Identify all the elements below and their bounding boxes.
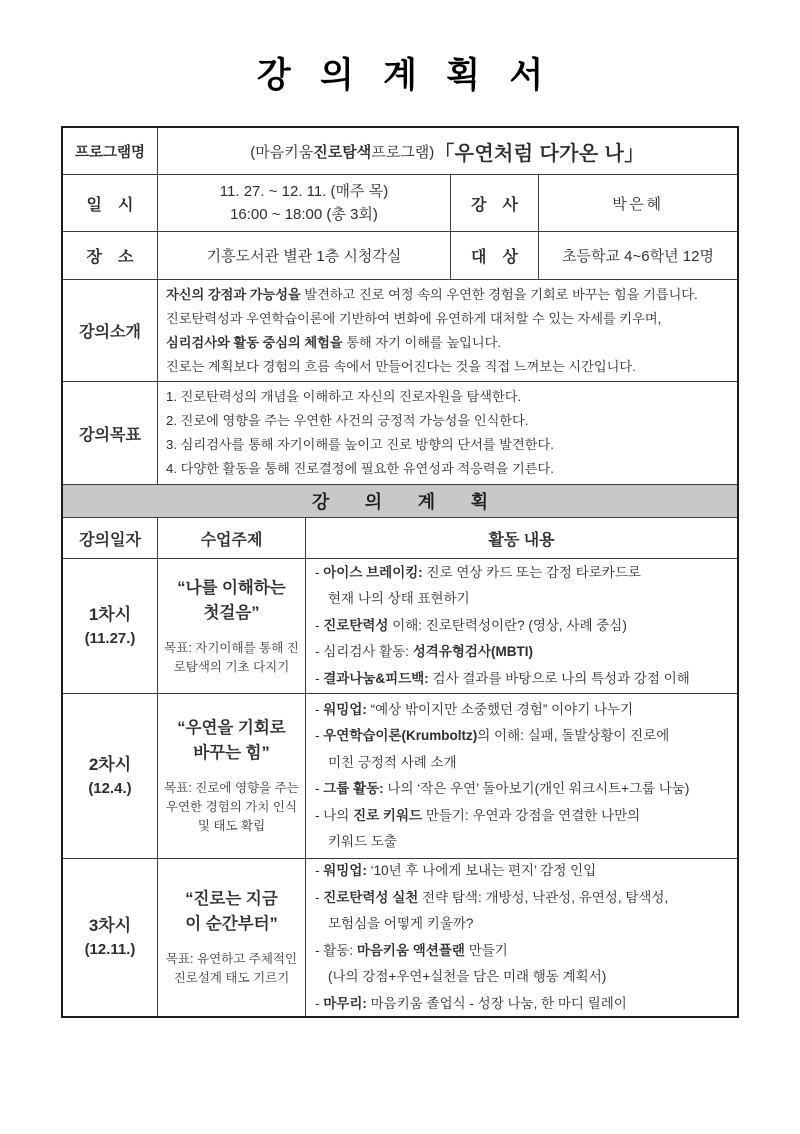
session-topic: “우연을 기회로 바꾸는 힘” xyxy=(177,719,286,762)
goals-row xyxy=(63,381,737,484)
lecture-plan-table xyxy=(61,126,739,1018)
instructor-value: 박은혜 xyxy=(538,175,737,231)
activity-item: - 워밍업: ‘10년 후 나에게 보내는 편지’ 감정 인입 xyxy=(315,863,597,878)
plan-band xyxy=(63,484,737,517)
schedule-label: 일 시 xyxy=(86,196,134,214)
session-activities xyxy=(305,859,737,1016)
session-goal: 목표: 자기이해를 통해 진로탐색의 기초 다지기 xyxy=(164,640,299,674)
activity-item: - 우연학습이론(Krumboltz)의 이해: 실패, 돌발상황이 진로에 미친 긍정적 사례 소개 xyxy=(315,728,670,770)
goal-line: 4. 다양한 활동을 통해 진로결정에 필요한 유연성과 적응력을 기른다. xyxy=(166,461,554,476)
goal-line: 1. 진로탄력성의 개념을 이해하고 자신의 진로자원을 탐색한다. xyxy=(166,389,522,404)
goals-label: 강의목표 xyxy=(79,426,141,444)
activity-item: - 그룹 활동: 나의 ‘작은 우연’ 돌아보기(개인 워크시트+그룹 나눔) xyxy=(315,781,690,796)
session-topic-cell xyxy=(157,859,305,1016)
activity-item: - 진로탄력성 실천 전략 탐색: 개방성, 낙관성, 유연성, 탐색성, 모험심을 어떻게 키울까? xyxy=(315,889,669,931)
goals-text xyxy=(157,382,737,484)
session-activities xyxy=(305,559,737,693)
intro-line: 진로는 계획보다 경험의 흐름 속에서 만들어진다는 것을 직접 느껴보는 시간입니다. xyxy=(166,358,636,374)
col-header-topic: 수업주제 xyxy=(157,518,305,558)
session-row-1 xyxy=(63,558,737,693)
activity-item: - 활동: 마음키움 액션플랜 만들기 (나의 강점+우연+실천을 담은 미래 행동 계획서) xyxy=(315,942,607,984)
audience-label: 대 상 xyxy=(450,232,538,279)
intro-line: 자신의 강점과 가능성을 발견하고 진로 여정 속의 우연한 경험을 기회로 바꾸는 힘을 기릅니다. xyxy=(166,286,698,302)
intro-text xyxy=(157,280,737,381)
audience-value: 초등학교 4~6학년 12명 xyxy=(538,232,737,279)
activity-item: - 아이스 브레이킹: 진로 연상 카드 또는 감정 타로카드로 현재 나의 상태 표현하기 xyxy=(315,564,641,607)
plan-header-row xyxy=(63,517,737,558)
plan-band-title: 강 의 계 획 xyxy=(311,492,504,512)
schedule-row xyxy=(63,174,737,231)
session-number: 1차시 xyxy=(88,604,132,624)
document-page xyxy=(0,48,800,1018)
session-topic-cell xyxy=(157,559,305,693)
session-topic-cell xyxy=(157,694,305,858)
place-value: 기흥도서관 별관 1층 시청각실 xyxy=(157,232,450,279)
instructor-label: 강 사 xyxy=(450,175,538,231)
intro-label: 강의소개 xyxy=(79,324,141,341)
session-date-cell xyxy=(63,559,157,693)
session-topic: “진로는 지금 이 순간부터” xyxy=(185,890,278,933)
goal-line: 3. 심리검사를 통해 자기이해를 높이고 진로 방향의 단서를 발견한다. xyxy=(166,437,554,452)
program-name-row xyxy=(63,128,737,174)
session-row-3 xyxy=(63,858,737,1016)
session-row-2 xyxy=(63,693,737,858)
session-date-cell xyxy=(63,694,157,858)
session-activities xyxy=(305,694,737,858)
session-date: (12.11.) xyxy=(84,941,136,958)
intro-line: 심리검사와 활동 중심의 체험을 통해 자기 이해를 높입니다. xyxy=(166,334,502,350)
session-number: 2차시 xyxy=(88,754,132,774)
session-number: 3차시 xyxy=(88,916,132,935)
program-name-value: (마음키움 진로탐색 프로그램) 「우연처럼 다가온 나」 xyxy=(157,128,737,174)
program-name-label: 프로그램명 xyxy=(74,144,146,161)
schedule-dates: 11. 27. ~ 12. 11. (매주 목) xyxy=(219,183,389,200)
intro-row xyxy=(63,279,737,381)
place-row xyxy=(63,231,737,279)
session-date: (11.27.) xyxy=(84,629,136,647)
goal-line: 2. 진로에 영향을 주는 우연한 사건의 긍정적 가능성을 인식한다. xyxy=(166,413,529,428)
session-topic: “나를 이해하는 첫걸음” xyxy=(177,578,286,622)
activity-item: - 나의 진로 키워드 만들기: 우연과 강점을 연결한 나만의 키워드 도출 xyxy=(315,807,641,849)
intro-line: 진로탄력성과 우연학습이론에 기반하여 변화에 유연하게 대처할 수 있는 자세를 키우며, xyxy=(166,310,662,326)
activity-item: - 워밍업: “예상 밖이지만 소중했던 경험” 이야기 나누기 xyxy=(315,701,634,717)
schedule-time: 16:00 ~ 18:00 (총 3회) xyxy=(230,206,378,223)
col-header-activities: 활동 내용 xyxy=(305,518,737,558)
page-title: 강 의 계 획 서 xyxy=(256,56,553,95)
activity-item: - 진로탄력성 이해: 진로탄력성이란? (영상, 사례 중심) xyxy=(315,617,627,633)
place-label: 장 소 xyxy=(86,249,134,266)
activity-item: - 심리검사 활동: 성격유형검사(MBTI) xyxy=(315,644,533,660)
activity-item: - 마무리: 마음키움 졸업식 - 성장 나눔, 한 마디 릴레이 xyxy=(315,995,627,1011)
session-goal: 목표: 진로에 영향을 주는 우연한 경험의 가치 인식 및 태도 확립 xyxy=(164,781,299,833)
session-date-cell xyxy=(63,859,157,1016)
activity-item: - 결과나눔&피드백: 검사 결과를 바탕으로 나의 특성과 강점 이해 xyxy=(315,670,690,686)
schedule-value xyxy=(157,175,450,231)
session-goal: 목표: 유연하고 주체적인 진로설계 태도 기르기 xyxy=(165,952,298,985)
session-date: (12.4.) xyxy=(88,779,132,797)
col-header-date: 강의일자 xyxy=(79,531,141,549)
